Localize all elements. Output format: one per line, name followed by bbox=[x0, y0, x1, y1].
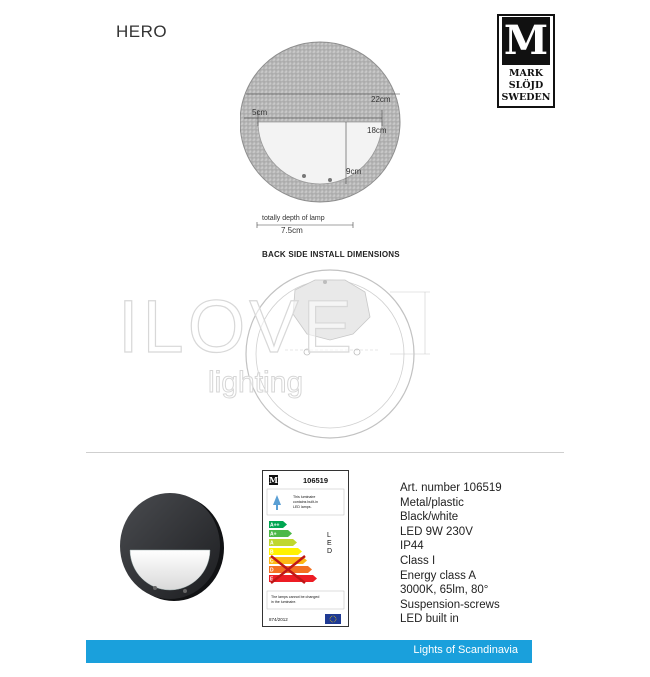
energy-label-footer-text: The lamps cannot be changed bbox=[271, 595, 320, 599]
mark-slojd-logo bbox=[497, 14, 555, 108]
spec-line: LED built in bbox=[400, 613, 459, 626]
energy-label-text: contains built-in bbox=[293, 500, 318, 504]
energy-label bbox=[262, 470, 349, 627]
footer-text: Lights of Scandinavia bbox=[413, 644, 518, 656]
front-dimension-drawing bbox=[240, 30, 420, 215]
energy-label-side-letter: D bbox=[327, 548, 333, 555]
spec-line: Energy class A bbox=[400, 569, 477, 582]
energy-label-brand: M bbox=[269, 475, 278, 485]
logo-word-1: MARK bbox=[508, 68, 544, 79]
watermark-big-text: ILOVE bbox=[118, 285, 356, 368]
energy-label-regulation: 874/2012 bbox=[269, 617, 288, 622]
energy-class-label: A++ bbox=[270, 522, 280, 529]
dimension-18cm: 18cm bbox=[367, 126, 387, 135]
energy-class-label: D bbox=[270, 567, 274, 574]
spec-line: Metal/plastic bbox=[400, 496, 464, 509]
depth-value: 7.5cm bbox=[281, 226, 303, 235]
product-title: HERO bbox=[116, 22, 168, 41]
spec-line: IP44 bbox=[400, 540, 424, 553]
energy-label-footer-text: in the luminaire. bbox=[271, 600, 297, 604]
energy-class-label: A+ bbox=[270, 531, 277, 538]
backside-title: BACK SIDE INSTALL DIMENSIONS bbox=[262, 250, 400, 259]
depth-label: totally depth of lamp bbox=[262, 215, 325, 222]
section-divider bbox=[86, 452, 564, 453]
dimension-5cm: 5cm bbox=[252, 108, 268, 117]
energy-label-text: LED lamps. bbox=[293, 505, 312, 509]
energy-class-bar bbox=[269, 548, 302, 555]
energy-class-label: B bbox=[270, 549, 274, 556]
spec-list bbox=[400, 481, 502, 627]
spec-line: Black/white bbox=[400, 511, 459, 524]
energy-class-label: A bbox=[270, 540, 274, 547]
energy-class-label: E bbox=[270, 576, 274, 583]
energy-label-side-letter: E bbox=[327, 540, 332, 547]
logo-word-3: SWEDEN bbox=[501, 92, 551, 103]
depth-dimension-line bbox=[255, 222, 355, 228]
watermark-small-text: lighting bbox=[208, 366, 304, 399]
energy-label-side-letter: L bbox=[327, 532, 331, 539]
logo-letter: M bbox=[503, 17, 549, 64]
spec-line: LED 9W 230V bbox=[400, 525, 473, 538]
footer-bar bbox=[86, 640, 532, 663]
spec-line: Class I bbox=[400, 554, 436, 567]
product-photo bbox=[110, 488, 230, 608]
spec-line: Suspension-screws bbox=[400, 598, 500, 611]
logo-word-2: SLÖJD bbox=[508, 80, 544, 91]
back-side-drawing bbox=[245, 262, 445, 447]
spec-line: Art. number 106519 bbox=[400, 482, 502, 494]
energy-class-label: C bbox=[270, 558, 274, 565]
screw-icon bbox=[328, 178, 332, 182]
spec-line: 3000K, 65lm, 80° bbox=[400, 584, 489, 597]
energy-label-text: This luminaire bbox=[293, 495, 316, 499]
dimension-22cm: 22cm bbox=[371, 95, 391, 104]
energy-label-number: 106519 bbox=[303, 476, 329, 485]
energy-label-graphic bbox=[263, 471, 348, 626]
screw-icon bbox=[302, 174, 306, 178]
dimension-9cm: 9cm bbox=[346, 167, 362, 176]
